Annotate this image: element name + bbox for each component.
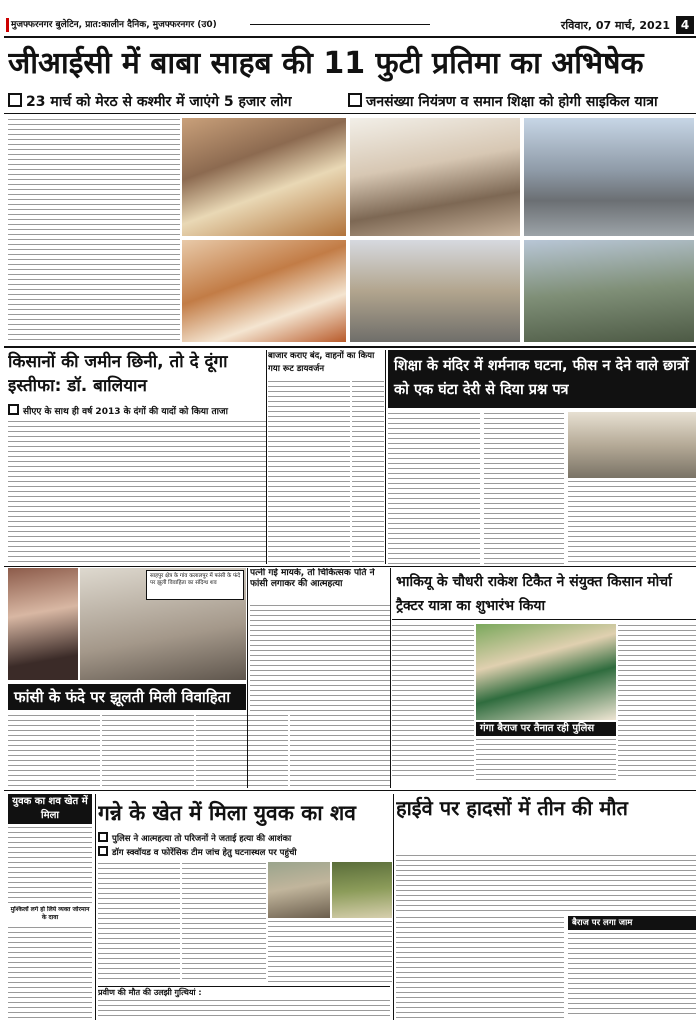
vivahita-article-text-4 <box>290 714 390 788</box>
field-photo <box>332 862 392 918</box>
closed-market-photo <box>524 118 694 236</box>
lead-subhead-left <box>8 92 348 110</box>
praveen-box <box>98 986 390 1018</box>
section-divider-3 <box>4 790 696 791</box>
tikait-headline: भाकियू के चौधरी राकेश टिकैत ने संयुक्त किसान मोर्चा ट्रैक्टर यात्रा का शुभारंभ किया <box>396 574 672 614</box>
highway-headline: हाईवे पर हादसों में तीन की मौत <box>396 796 628 820</box>
column-rule <box>393 794 394 1020</box>
column-rule <box>390 568 391 788</box>
lead-subhead-right <box>348 92 698 110</box>
balyan-headline: किसानों की जमीन छिनी, तो दे दूंगा इस्तीफा: डॉ. बालियान <box>8 352 228 396</box>
baiyan-article-text <box>568 932 696 1018</box>
lead-divider <box>4 113 696 114</box>
victim-portrait-photo <box>268 862 330 918</box>
mayke-headline: पत्नी गई मायके, तो चिकित्सक पति ने फांसी लगाकर की आत्महत्या <box>250 568 375 589</box>
ganne-article-text-3 <box>268 920 392 982</box>
page-number: 4 <box>676 16 694 34</box>
section-divider-2 <box>4 566 696 567</box>
masthead-rule <box>250 24 430 25</box>
market-article-text-2 <box>352 380 384 564</box>
mushkil-headline: मुश्किलों लगे हो लिये व्यक्त जोरमान के दावा <box>10 906 90 921</box>
lead-headline: जीआईसी में बाबा साहब की 11 फुटी प्रतिमा का अभिषेक <box>8 46 644 81</box>
column-rule <box>266 350 267 564</box>
baiyan-headline: बैराज पर लगा जाम <box>572 918 633 928</box>
youth-headline: युवक का शव खेत में मिला <box>12 796 88 821</box>
vivahita-article-text-2 <box>102 714 194 788</box>
praveen-text <box>98 999 390 1018</box>
tikait-headline-area <box>392 568 696 620</box>
highway-article-text <box>396 854 696 914</box>
column-rule <box>95 794 96 1020</box>
tikait-article-text-2 <box>618 624 696 780</box>
bullet-box-icon <box>348 93 362 107</box>
inset-caption: साहपुर क्षेत्र के गांव कलालपुर में फांसी के फंदे पर झूली विवाहिता का संदिग्ध शव <box>150 573 241 586</box>
ganne-subhead-2 <box>98 846 390 858</box>
masthead-divider <box>4 36 696 38</box>
ganne-subhead-1-text: पुलिस ने आत्महत्या तो परिजनों ने जताई हत्या की आशंका <box>112 834 292 844</box>
balyan-article-text <box>8 420 266 564</box>
vivahita-article-text-3 <box>196 714 288 788</box>
mushkil-article-text <box>8 926 92 1018</box>
issue-date: रविवार, 07 मार्च, 2021 <box>560 19 670 32</box>
section-divider <box>4 346 696 348</box>
baiyan-headline-box <box>568 916 696 930</box>
masthead <box>0 0 700 40</box>
vivahita-article-text <box>8 714 100 788</box>
market-headline: बाजार कराए बंद, वाहनों का किया गया रूट डायवर्जन <box>268 351 375 374</box>
vivahita-headline-box <box>8 684 246 710</box>
balyan-subhead-text: सीएए के साथ ही वर्ष 2013 के दंगों की यादों को किया ताजा <box>23 407 228 417</box>
ganga-headline-box <box>476 722 616 736</box>
exam-illustration <box>568 412 696 478</box>
ganne-article-text <box>98 862 180 982</box>
lead-subhead-right-text: जनसंख्या नियंत्रण व समान शिक्षा को होगी साइकिल यात्रा <box>366 94 658 110</box>
highway-article-text-2 <box>396 916 564 1018</box>
ambedkar-statue-photo <box>182 118 346 236</box>
vivahita-headline: फांसी के फंदे पर झूलती मिली विवाहिता <box>14 688 231 706</box>
school-article-text <box>388 412 480 564</box>
youth-article-text <box>8 826 92 904</box>
lead-subhead-left-text: 23 मार्च को मेरठ से कश्मीर में जाएंगे 5 हजार लोग <box>26 94 292 110</box>
ceremony-photo <box>350 118 520 236</box>
woman-portrait-photo <box>8 568 78 680</box>
column-rule <box>385 350 386 564</box>
ganga-article-text <box>476 738 616 780</box>
youth-headline-box <box>8 794 92 824</box>
school-article-text-2 <box>484 412 564 564</box>
school-headline: शिक्षा के मंदिर में शर्मनाक घटना, फीस न देने वाले छात्रों को एक घंटा देरी से दिया प्रश्न पत्र <box>394 358 689 398</box>
ganne-subhead-1 <box>98 832 390 844</box>
ganne-headline: गन्ने के खेत में मिला युवक का शव <box>98 801 356 825</box>
bullet-box-icon <box>8 93 22 107</box>
leaders-photo <box>350 240 520 342</box>
crowd-photo <box>524 240 694 342</box>
ganga-headline: गंगा बैराज पर तैनात रही पुलिस <box>480 723 595 734</box>
school-article-text-3 <box>568 480 696 564</box>
column-rule <box>247 568 248 788</box>
tikait-article-text <box>392 624 474 780</box>
tractor-rally-photo <box>476 624 616 720</box>
ganne-article-text-2 <box>182 862 266 982</box>
praveen-label: प्रवीण की मौत की उलझी गुत्थियां : <box>98 988 202 997</box>
bullet-box-icon <box>98 846 108 856</box>
balyan-subhead <box>8 404 266 418</box>
lead-article-text <box>8 118 180 340</box>
school-headline-box <box>388 350 696 408</box>
paper-name: मुजफ्फरनगर बुलेटिन, प्रात:कालीन दैनिक, मुजफ्फरनगर (उ0) <box>6 18 241 32</box>
bullet-box-icon <box>98 832 108 842</box>
market-article-text <box>268 380 350 564</box>
mayke-article-text <box>250 604 390 712</box>
bullet-box-icon <box>8 404 19 415</box>
stage-photo <box>182 240 346 342</box>
ganne-subhead-2-text: डॉग स्क्वॉयड व फोरेंसिक टीम जांच हेतु घटनास्थल पर पहुंची <box>112 848 297 858</box>
inset-caption-box <box>146 570 244 600</box>
mushkil-headline-area <box>8 906 92 924</box>
